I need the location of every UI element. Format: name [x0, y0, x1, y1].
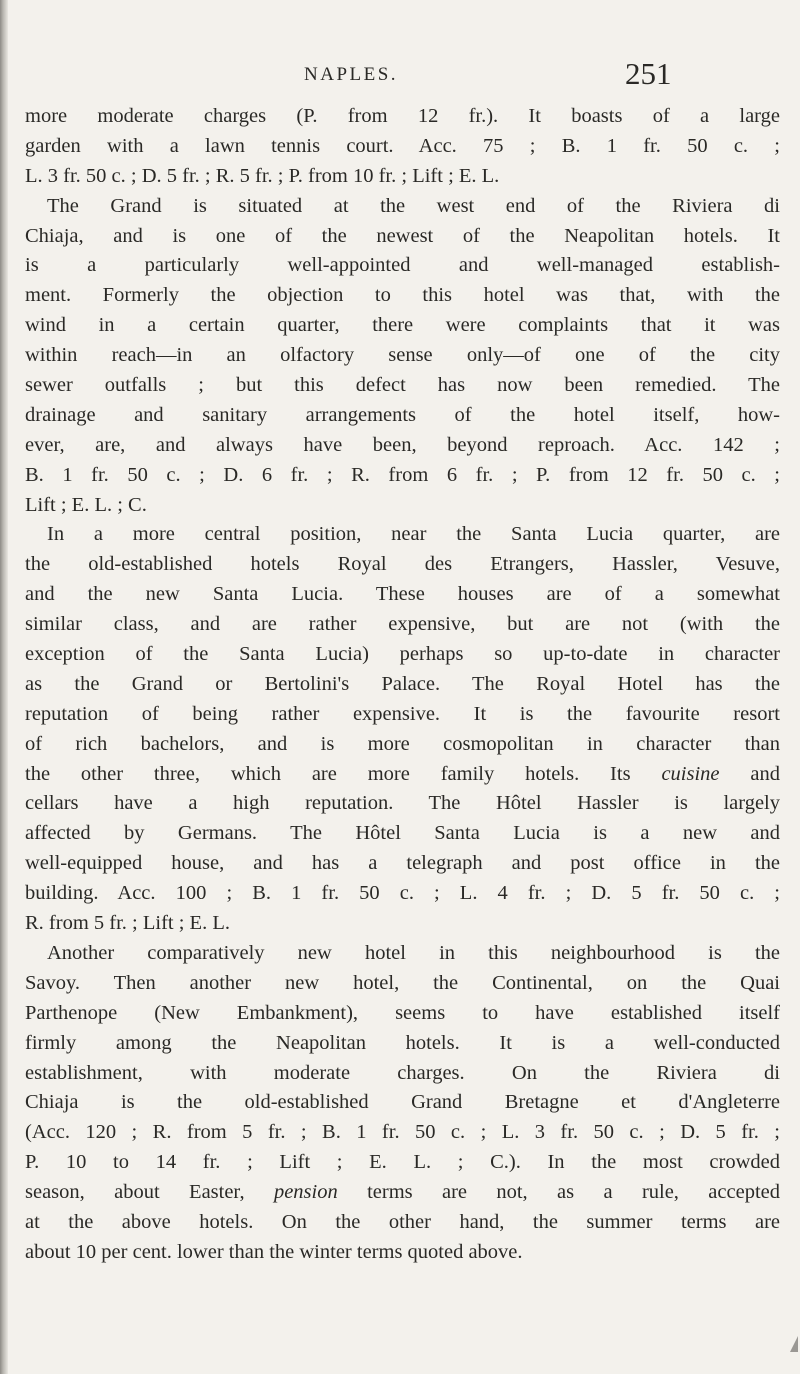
- text-line: Chiaja is the old-established Grand Bretagne et d'Angleterre: [25, 1091, 780, 1114]
- italic-term-cuisine: cuisine: [661, 762, 720, 785]
- running-head: NAPLES.: [304, 64, 399, 85]
- text-segment: the other three, which are more family hotels. Its: [25, 762, 662, 785]
- text-line: Chiaja, and is one of the newest of the Neapolitan hotels. It: [25, 224, 780, 247]
- text-line: similar class, and are rather expensive, but are not (with the: [25, 613, 780, 636]
- text-line: more moderate charges (P. from 12 fr.). It boasts of a large: [25, 105, 780, 127]
- page-corner-mark: [790, 1336, 798, 1352]
- text-line: within reach—in an olfactory sense only—of one of the city: [25, 344, 780, 367]
- text-line: of rich bachelors, and is more cosmopolitan in character than: [25, 732, 780, 755]
- text-line: P. 10 to 14 fr. ; Lift ; E. L. ; C.). In the most crowded: [25, 1151, 780, 1174]
- paragraph-2: [25, 192, 780, 521]
- text-line: ever, are, and always have been, beyond reproach. Acc. 142 ;: [25, 433, 780, 456]
- italic-term-pension: pension: [273, 1181, 338, 1204]
- paragraph-4: [25, 939, 780, 1268]
- text-line: cellars have a high reputation. The Hôtel Hassler is largely: [25, 792, 780, 815]
- text-line: Lift ; E. L. ; C.: [25, 493, 147, 516]
- text-line: as the Grand or Bertolini's Palace. The Royal Hotel has the: [25, 672, 780, 695]
- text-line: garden with a lawn tennis court. Acc. 75 ; B. 1 fr. 50 c. ;: [25, 134, 780, 157]
- text-line: In a more central position, near the Santa Lucia quarter, are: [47, 523, 780, 546]
- text-line: is a particularly well-appointed and well-managed establish-: [25, 254, 780, 277]
- text-line: drainage and sanitary arrangements of the hotel itself, how-: [25, 403, 780, 426]
- text-line: (Acc. 120 ; R. from 5 fr. ; B. 1 fr. 50 c. ; L. 3 fr. 50 c. ; D. 5 fr. ;: [25, 1121, 780, 1144]
- paragraph-1: [25, 102, 780, 192]
- text-line: about 10 per cent. lower than the winter terms quoted above.: [25, 1240, 523, 1263]
- text-line: B. 1 fr. 50 c. ; D. 6 fr. ; R. from 6 fr. ; P. from 12 fr. 50 c. ;: [25, 463, 780, 486]
- text-line: well-equipped house, and has a telegraph and post office in the: [25, 852, 780, 875]
- text-segment: terms are not, as a rule, accepted: [337, 1181, 780, 1204]
- text-line: Savoy. Then another new hotel, the Continental, on the Quai: [25, 971, 780, 994]
- body-text: [25, 102, 780, 1268]
- text-line: the old-established hotels Royal des Etrangers, Hassler, Vesuve,: [25, 553, 780, 576]
- page-number: 251: [625, 56, 672, 91]
- text-segment: and: [719, 762, 780, 785]
- page-header: [0, 54, 800, 94]
- text-line: firmly among the Neapolitan hotels. It is a well-conducted: [25, 1031, 780, 1054]
- text-line: building. Acc. 100 ; B. 1 fr. 50 c. ; L. 4 fr. ; D. 5 fr. 50 c. ;: [25, 882, 780, 905]
- text-line: at the above hotels. On the other hand, the summer terms are: [25, 1210, 780, 1233]
- text-line: Another comparatively new hotel in this neighbourhood is the: [47, 941, 780, 964]
- page-binding-edge: [0, 0, 8, 1374]
- text-line: reputation of being rather expensive. It is the favourite resort: [25, 702, 780, 725]
- text-line: Parthenope (New Embankment), seems to have established itself: [25, 1001, 780, 1024]
- text-line: establishment, with moderate charges. On the Riviera di: [25, 1061, 780, 1084]
- text-line-with-italic: [25, 1178, 780, 1208]
- paragraph-3: [25, 520, 780, 938]
- text-line: R. from 5 fr. ; Lift ; E. L.: [25, 912, 230, 935]
- text-segment: season, about Easter,: [25, 1181, 274, 1204]
- text-line: wind in a certain quarter, there were complaints that it was: [25, 314, 780, 337]
- text-line: L. 3 fr. 50 c. ; D. 5 fr. ; R. 5 fr. ; P. from 10 fr. ; Lift ; E. L.: [25, 164, 500, 187]
- text-line: The Grand is situated at the west end of the Riviera di: [47, 194, 780, 217]
- text-line: and the new Santa Lucia. These houses are of a somewhat: [25, 583, 780, 606]
- text-line-with-italic: [25, 760, 780, 790]
- text-line: ment. Formerly the objection to this hotel was that, with the: [25, 284, 780, 307]
- text-line: exception of the Santa Lucia) perhaps so up-to-date in character: [25, 643, 780, 666]
- text-line: affected by Germans. The Hôtel Santa Lucia is a new and: [25, 822, 780, 845]
- text-line: sewer outfalls ; but this defect has now been remedied. The: [25, 374, 780, 397]
